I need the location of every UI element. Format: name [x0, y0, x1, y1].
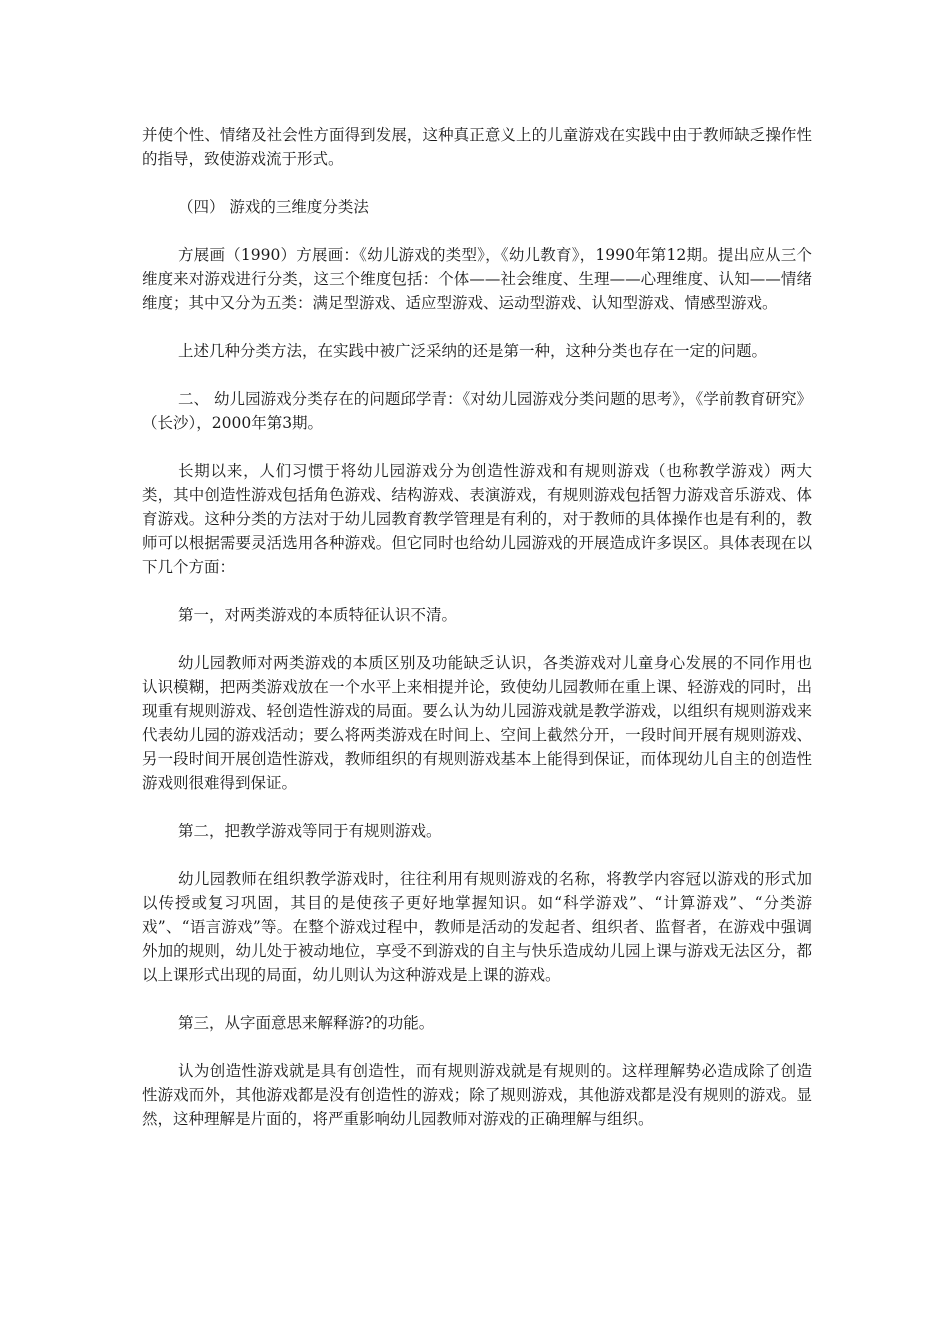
point-heading-third: 第三，从字面意思来解释游?的功能。 [178, 1014, 435, 1032]
paragraph-second-detail: 幼儿园教师在组织教学游戏时，往往利用有规则游戏的名称，将教学内容冠以游戏的形式加以传授或复习巩固，其目的是使孩子更好地掌握知识。如“科学游戏”、“计算游戏”、“分类游戏”、“语言游戏”等。在整个游戏过程中，教师是活动的发起者、组织者、监督者，在游戏中强调外加的规则，幼儿处于被动地位，享受不到游戏的自主与快乐造成幼儿园上课与游戏无法区分，都以上课形式出现的局面，幼儿则认为这种游戏是上课的游戏。 [142, 870, 812, 984]
section-heading-problems: 二、 幼儿园游戏分类存在的问题邱学青：《对幼儿园游戏分类问题的思考》，《学前教育研究》（长沙），2000年第3期。 [142, 390, 812, 432]
paragraph-summary: 上述几种分类方法，在实践中被广泛采纳的还是第一种，这种分类也存在一定的问题。 [178, 342, 768, 360]
section-heading-three-dimension: （四） 游戏的三维度分类法 [178, 198, 369, 216]
paragraph-long-term: 长期以来，人们习惯于将幼儿园游戏分为创造性游戏和有规则游戏（也称教学游戏）两大类，其中创造性游戏包括角色游戏、结构游戏、表演游戏，有规则游戏包括智力游戏音乐游戏、体育游戏。这种分类的方法对于幼儿园教育教学管理是有利的，对于教师的具体操作也是有利的，教师可以根据需要灵活选用各种游戏。但它同时也给幼儿园游戏的开展造成许多误区。具体表现在以下几个方面： [142, 462, 812, 576]
point-heading-second: 第二，把教学游戏等同于有规则游戏。 [178, 822, 442, 840]
paragraph-continued: 并使个性、情绪及社会性方面得到发展，这种真正意义上的儿童游戏在实践中由于教师缺乏操作性的指导，致使游戏流于形式。 [142, 126, 812, 168]
paragraph-third-detail: 认为创造性游戏就是具有创造性，而有规则游戏就是有规则的。这样理解势必造成除了创造性游戏而外，其他游戏都是没有创造性的游戏；除了规则游戏，其他游戏都是没有规则的游戏。显然，这种理解是片面的，将严重影响幼儿园教师对游戏的正确理解与组织。 [142, 1062, 812, 1128]
point-heading-first: 第一，对两类游戏的本质特征认识不清。 [178, 606, 458, 624]
paragraph-fang-zhanhua: 方展画（1990）方展画：《幼儿游戏的类型》，《幼儿教育》，1990年第12期。提出应从三个维度来对游戏进行分类，这三个维度包括：个体——社会维度、生理——心理维度、认知——情绪维度；其中又分为五类：满足型游戏、适应型游戏、运动型游戏、认知型游戏、情感型游戏。 [142, 246, 812, 312]
paragraph-first-detail: 幼儿园教师对两类游戏的本质区别及功能缺乏认识，各类游戏对儿童身心发展的不同作用也认识模糊，把两类游戏放在一个水平上来相提并论，致使幼儿园教师在重上课、轻游戏的同时，出现重有规则游戏、轻创造性游戏的局面。要么认为幼儿园游戏就是教学游戏，以组织有规则游戏来代表幼儿园的游戏活动；要么将两类游戏在时间上、空间上截然分开，一段时间开展有规则游戏、另一段时间开展创造性游戏，教师组织的有规则游戏基本上能得到保证，而体现幼儿自主的创造性游戏则很难得到保证。 [142, 654, 812, 792]
document-body [142, 123, 812, 1155]
